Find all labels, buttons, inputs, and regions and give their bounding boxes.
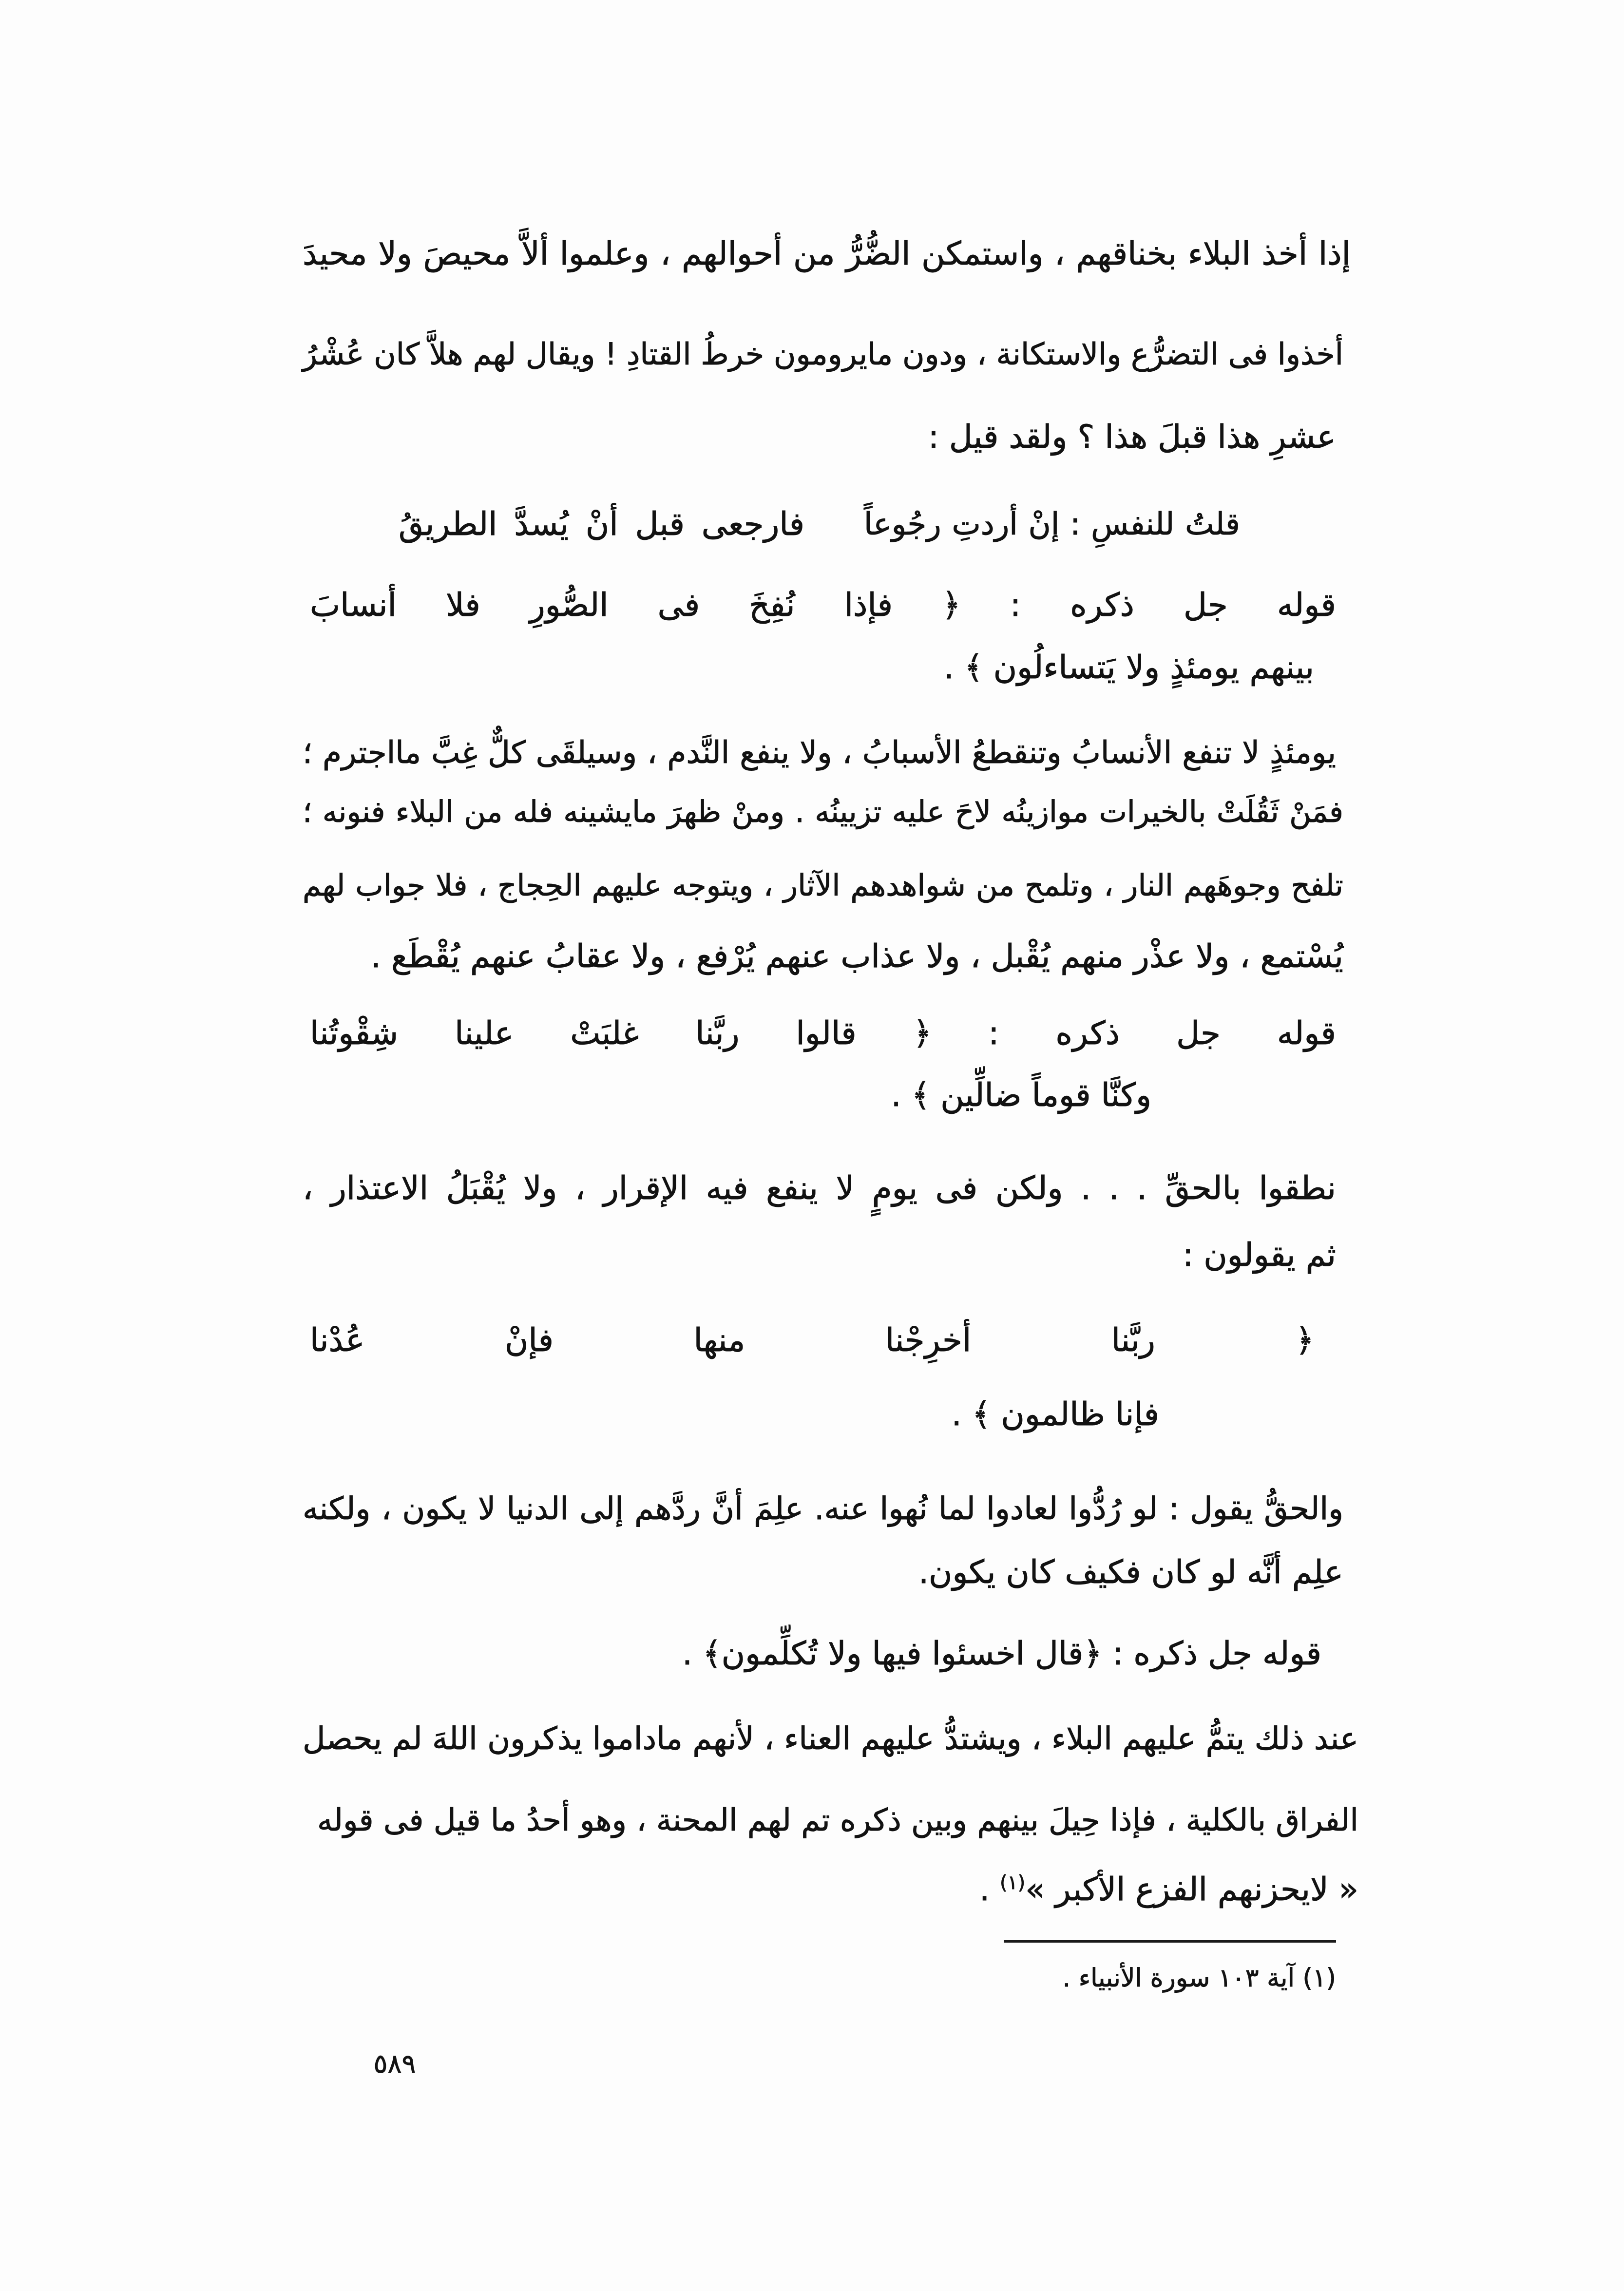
verse-line: قوله جل ذكره : ﴿ قالوا ربَّنا غلبَتْ علينا شِقْوتُنا (310, 1014, 1336, 1052)
verse-line: بينهم يومئذٍ ولا يَتساءلُون ﴾ . (944, 649, 1314, 686)
quoted-verse: « لايحزنهم الفزع الأكبر » (1025, 1871, 1358, 1908)
verse-line: قوله جل ذكره : ﴿قال اخسئوا فيها ولا تُكلِّمون﴾ . (682, 1635, 1321, 1672)
line-end: . (979, 1871, 1000, 1908)
body-text-line: والحقُّ يقول : لو رُدُّوا لعادوا لما نُهوا عنه. علِمَ أنَّ ردَّهم إلى الدنيا لا يكون ، ولكنه (303, 1491, 1343, 1527)
body-text-line: علِم أنَّه لو كان فكيف كان يكون. (918, 1553, 1343, 1591)
body-text-line (384, 1863, 1358, 1916)
body-text-line: يُسْتمع ، ولا عذْر منهم يُقْبل ، ولا عذاب عنهم يُرْفع ، ولا عقابُ عنهم يُقْطَع . (371, 937, 1343, 975)
verse-line: قوله جل ذكره : ﴿ فإذا نُفِخَ فى الصُّورِ فلا أنسابَ (310, 586, 1336, 624)
verse-line: ﴿ ربَّنا أخرِجْنا منها فإنْ عُدْنا (310, 1321, 1314, 1359)
body-text-line: ثم يقولون : (1182, 1236, 1336, 1274)
footnote-rule (1004, 1940, 1336, 1943)
footnote-ref: (١) (1000, 1871, 1026, 1894)
body-text-line: نطقوا بالحقِّ . . . ولكن فى يومٍ لا ينفع فيه الإقرار ، ولا يُقْبَلُ الاعتذار ، (303, 1169, 1336, 1207)
body-text-line: الفراق بالكلية ، فإذا حِيلَ بينهم وبين ذكره تم لهم المحنة ، وهو أحدُ ما قيل فى قوله (317, 1802, 1358, 1838)
body-text-line: عشرِ هذا قبلَ هذا ؟ ولقد قيل : (928, 418, 1336, 456)
body-text-line: أخذوا فى التضرُّع والاستكانة ، ودون مايرومون خرطُ القتادِ ! ويقال لهم هلاَّ كان عُشْرُ (303, 336, 1343, 372)
verse-line: فإنا ظالمون ﴾ . (951, 1395, 1159, 1433)
poem-second-hemistich: فارجعى قبل أنْ يُسدَّ الطريقُ (399, 505, 804, 543)
body-text-line: تلفح وجوهَهم النار ، وتلمح من شواهدهم الآثار ، ويتوجه عليهم الحِجاج ، فلا جواب لهم (303, 868, 1343, 903)
body-text-line: إذا أخذ البلاء بخناقهم ، واستمكن الضُّرُّ من أحوالهم ، وعلموا ألاَّ محيصَ ولا محيدَ (303, 235, 1351, 272)
body-text-line: فمَنْ ثَقُلَتْ بالخيرات موازينُه لاحَ عليه تزيينُه . ومنْ ظهرَ مايشينه فله من البلاء فنونه ؛ (303, 795, 1343, 829)
verse-line: وكنَّا قوماً ضالِّين ﴾ . (891, 1076, 1151, 1114)
footnote-text: (١) آية ١٠٣ سورة الأنبياء . (1062, 1964, 1336, 1993)
poem-first-hemistich: قلتُ للنفسِ : إنْ أردتِ رجُوعاً (864, 506, 1240, 542)
page-number: ٥٨٩ (373, 2048, 416, 2079)
body-text-line: عند ذلك يتمُّ عليهم البلاء ، ويشتدُّ عليهم العناء ، لأنهم ماداموا يذكرون اللهَ لم يحصل (303, 1721, 1358, 1757)
body-text-line: يومئذٍ لا تنفع الأنسابُ وتنقطعُ الأسبابُ ، ولا ينفع النَّدم ، وسيلقَى كلٌّ غِبَّ مااجترم ؛ (303, 735, 1336, 770)
